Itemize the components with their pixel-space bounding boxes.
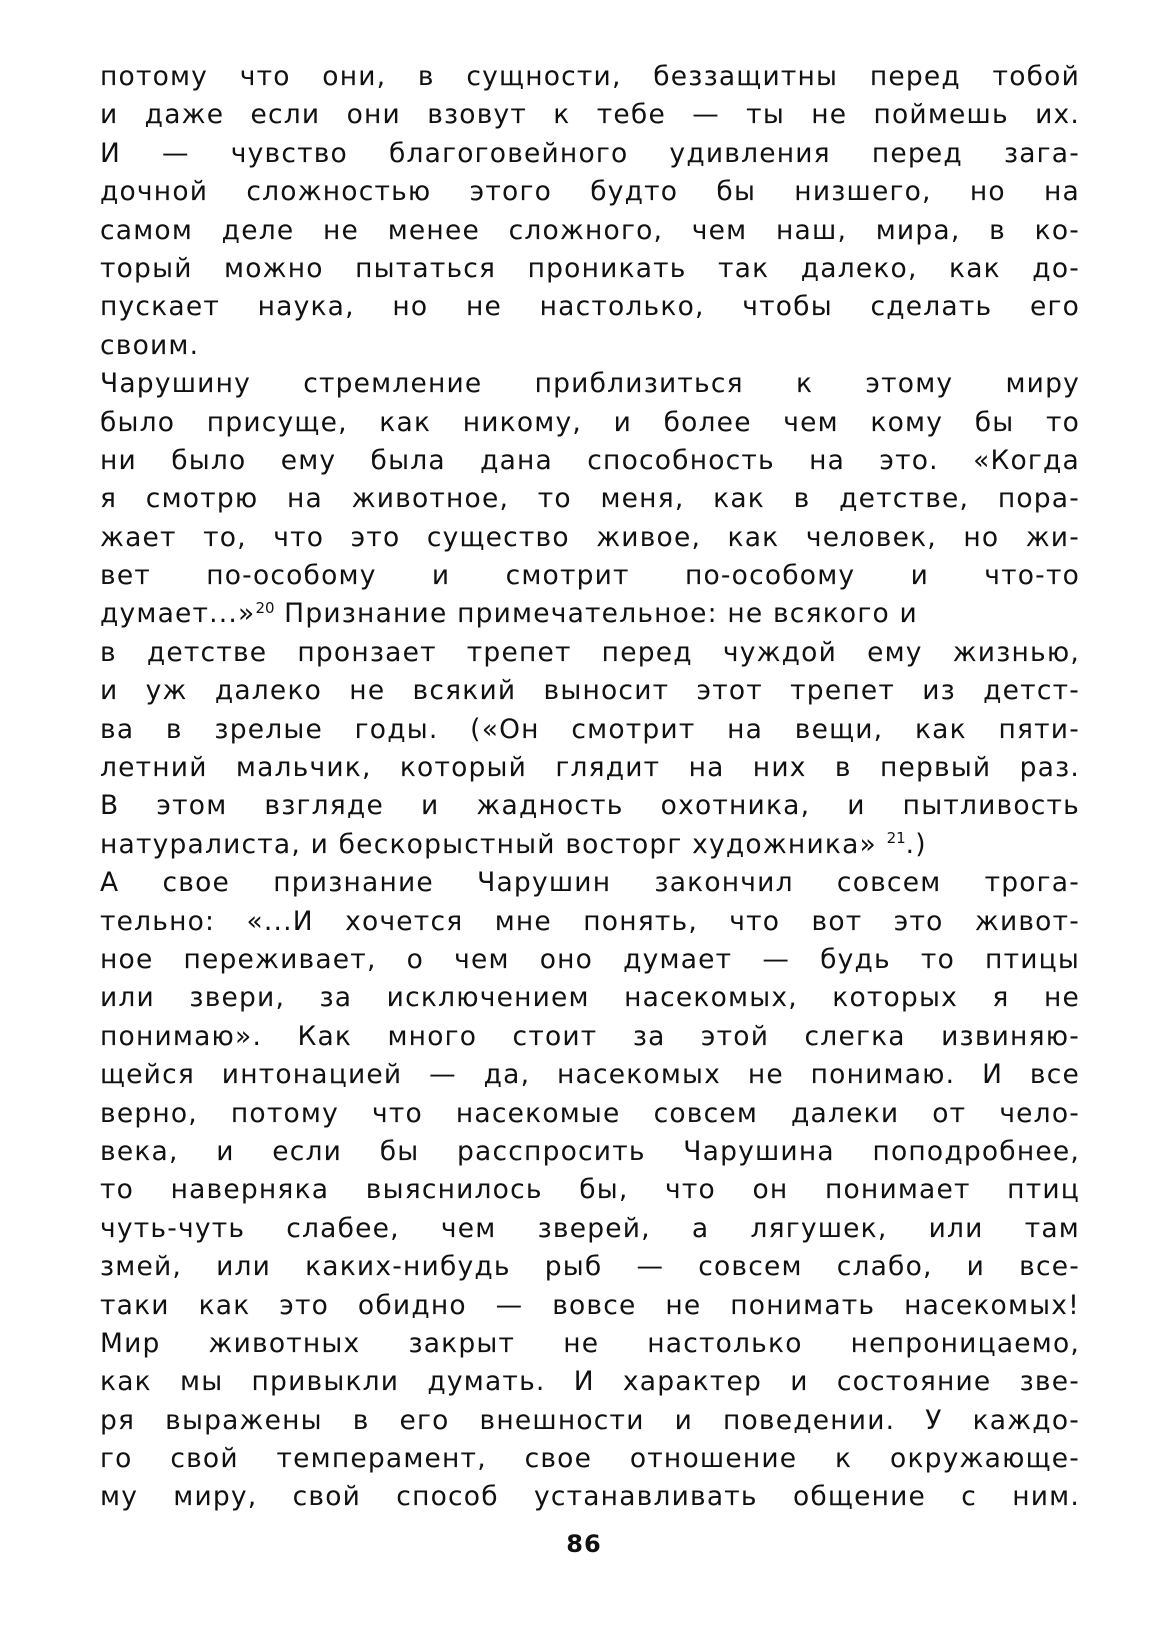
- text-line: думает...»$^{20}$ Признание примечательное: не всякого и: [100, 598, 918, 630]
- text-line: Мир животных закрыт не настолько непроницаемо,: [100, 1327, 1080, 1359]
- text-line: потому что они, в сущности, беззащитны перед тобой: [100, 61, 1080, 92]
- text-line: натуралиста, и бескорыстный восторг художника» $^{21}$.): [100, 828, 927, 860]
- text-line: было присуще, как никому, и более чем кому бы то: [100, 406, 1080, 438]
- text-line: щейся интонацией — да, насекомых не понимаю. И все: [100, 1059, 1080, 1091]
- text-segment: натуралиста, и бескорыстный восторг художника»: [100, 828, 877, 860]
- text-line: жает то, что это существо живое, как человек, но жи-: [100, 521, 1080, 553]
- text-line: то наверняка выяснилось бы, что он понимает птиц: [100, 1174, 1080, 1206]
- page-body: [100, 58, 1080, 1517]
- text-line: чуть-чуть слабее, чем зверей, а лягушек, или там: [100, 1212, 1080, 1244]
- text-line: му миру, свой способ устанавливать общение с ним.: [100, 1481, 1080, 1513]
- text-line: пускает наука, но не настолько, чтобы сделать его: [100, 291, 1080, 323]
- text-line: я смотрю на животное, то меня, как в детстве, пора-: [100, 483, 1080, 515]
- text-line: ря выражены в его внешности и поведении. У каждо-: [100, 1404, 1080, 1436]
- text-line: И — чувство благоговейного удивления перед зага-: [100, 137, 1080, 169]
- text-line: в детстве пронзает трепет перед чуждой ему жизнью,: [100, 636, 1080, 668]
- page-number: 86: [566, 1530, 602, 1558]
- text-line: своим.: [100, 329, 200, 361]
- text-segment: Признание примечательное: не всякого и: [274, 598, 918, 630]
- text-line: верно, потому что насекомые совсем далеки от чело-: [100, 1097, 1080, 1129]
- text-line: таки как это обидно — вовсе не понимать насекомых!: [100, 1289, 1080, 1321]
- text-line: самом деле не менее сложного, чем наш, мира, в ко-: [100, 214, 1080, 246]
- text-line: торый можно пытаться проникать так далеко, как до-: [100, 252, 1080, 284]
- text-line: А свое признание Чарушин закончил совсем трога-: [100, 867, 1080, 899]
- text-line: летний мальчик, который глядит на них в первый раз.: [100, 752, 1080, 784]
- text-line: понимаю». Как много стоит за этой слегка извиняю-: [100, 1020, 1080, 1052]
- text-line: ва в зрелые годы. («Он смотрит на вещи, как пяти-: [100, 713, 1080, 745]
- text-line: змей, или каких-нибудь рыб — совсем слабо, и все-: [100, 1251, 1080, 1283]
- text-line: го свой темперамент, свое отношение к окружающе-: [100, 1443, 1080, 1475]
- text-line: и уж далеко не всякий выносит этот трепет из детст-: [100, 675, 1080, 707]
- text-line: дочной сложностью этого будто бы низшего, но на: [100, 176, 1080, 208]
- text-line: вет по-особому и смотрит по-особому и что-то: [100, 560, 1080, 592]
- text-line: и даже если они взовут к тебе — ты не поймешь их.: [100, 99, 1080, 131]
- text-line: ни было ему была дана способность на это. «Когда: [100, 444, 1080, 476]
- text-line: тельно: «...И хочется мне понять, что вот это живот-: [100, 905, 1080, 937]
- text-line: В этом взгляде и жадность охотника, и пытливость: [100, 790, 1080, 822]
- text-line: ное переживает, о чем оно думает — будь то птицы: [100, 943, 1080, 975]
- text-line: века, и если бы расспросить Чарушина поподробнее,: [100, 1135, 1080, 1167]
- text-line: как мы привыкли думать. И характер и состояние зве-: [100, 1366, 1080, 1398]
- text-segment: .): [905, 828, 927, 860]
- text-line: Чарушину стремление приблизиться к этому миру: [100, 368, 1080, 400]
- text-segment: думает...»: [100, 598, 256, 630]
- text-line: или звери, за исключением насекомых, которых я не: [100, 982, 1080, 1014]
